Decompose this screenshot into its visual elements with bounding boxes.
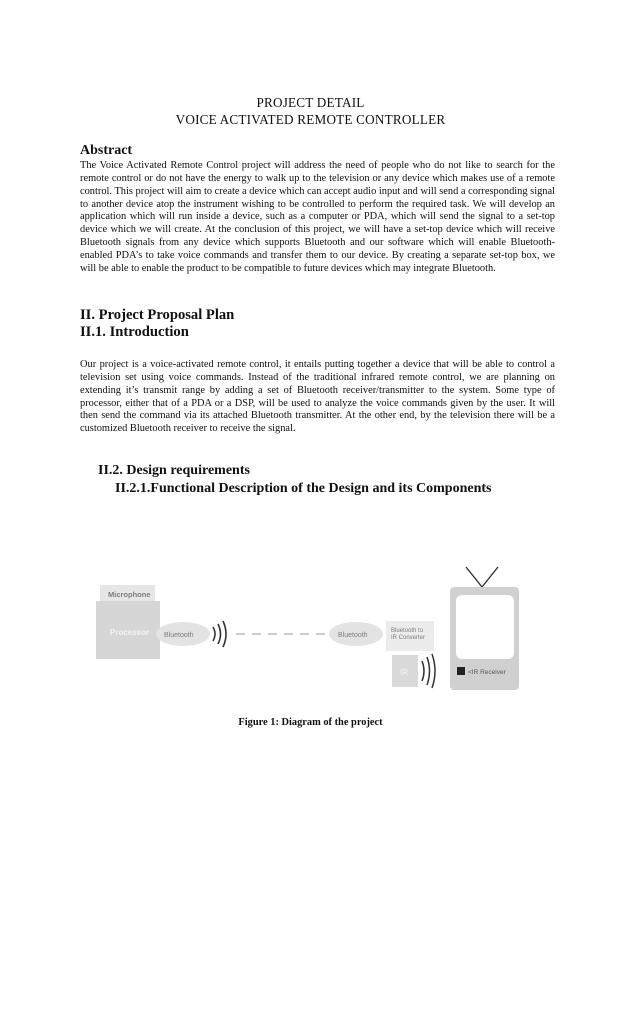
- bluetooth-right-label: Bluetooth: [338, 632, 368, 639]
- tv-antenna-icon: [482, 567, 498, 587]
- ir-wave-icon: [427, 657, 430, 685]
- ir-wave-icon: [432, 654, 435, 688]
- section-heading-proposal-plan: II. Project Proposal Plan: [80, 307, 235, 323]
- converter-label-line2: IR Converter: [391, 635, 426, 641]
- tv-antenna-icon: [466, 567, 482, 587]
- design-requirements-heading: II.2. Design requirements: [98, 463, 250, 478]
- figure-caption: Figure 1: Diagram of the project: [238, 717, 383, 728]
- processor-label: Processor: [110, 628, 150, 637]
- project-diagram: [88, 555, 520, 691]
- bluetooth-left-label: Bluetooth: [164, 632, 194, 639]
- project-detail-title: PROJECT DETAIL: [256, 95, 365, 110]
- television-screen: [456, 595, 514, 659]
- ir-wave-icon: [422, 661, 424, 681]
- signal-wave-icon: [213, 627, 215, 641]
- signal-wave-icon: [218, 624, 221, 644]
- signal-wave-icon: [223, 621, 226, 647]
- converter-label-line1: Bluetooth to: [391, 628, 424, 634]
- ir-receiver-indicator: [457, 667, 465, 675]
- ir-receiver-label: <IR Receiver: [468, 669, 506, 676]
- ir-label: IR: [400, 668, 408, 677]
- functional-description-heading: II.2.1.Functional Description of the Design and its Components: [115, 481, 492, 496]
- abstract-paragraph: The Voice Activated Remote Control project will address the need of people who do not like to search for the remote control or do not have the energy to walk up to the television or any device which makes use of a remote control. This project will aim to create a device which can accept audio input and will send a corresponding signal to another device atop the instrument wishing to be controlled to perform the required task. We will develop an application which will run inside a device, such as a computer or PDA, which will send the signal to a set-top device which we will create. At the conclusion of this project, we will have a set-top device which will receive Bluetooth signals from any device which supports Bluetooth and our software which will enable Bluetooth-enabled PDA’s to take voice commands and transfer them to our device. By creating a separate set-top box, we will be able to enable the product to be compatible to future devices which may integrate Bluetooth.: [80, 160, 555, 274]
- introduction-heading: II.1. Introduction: [80, 324, 189, 340]
- introduction-paragraph: Our project is a voice-activated remote control, it entails putting together a device that will be able to control a television set using voice commands. Instead of the traditional infrared remote control, we are planning on extending it’s transmit range by adding a set of Bluetooth receiver/transmitter to the system. Some type of processor, either that of a PDA or a DSP, will be used to analyze the voice commands given by the user. It will then send the command via its attached Bluetooth transmitter. At the other end, by the television there will be a customized Bluetooth receiver to receive the signal.: [80, 359, 555, 435]
- abstract-heading: Abstract: [80, 143, 133, 158]
- document-title: VOICE ACTIVATED REMOTE CONTROLLER: [175, 112, 446, 127]
- microphone-label: Microphone: [108, 590, 151, 599]
